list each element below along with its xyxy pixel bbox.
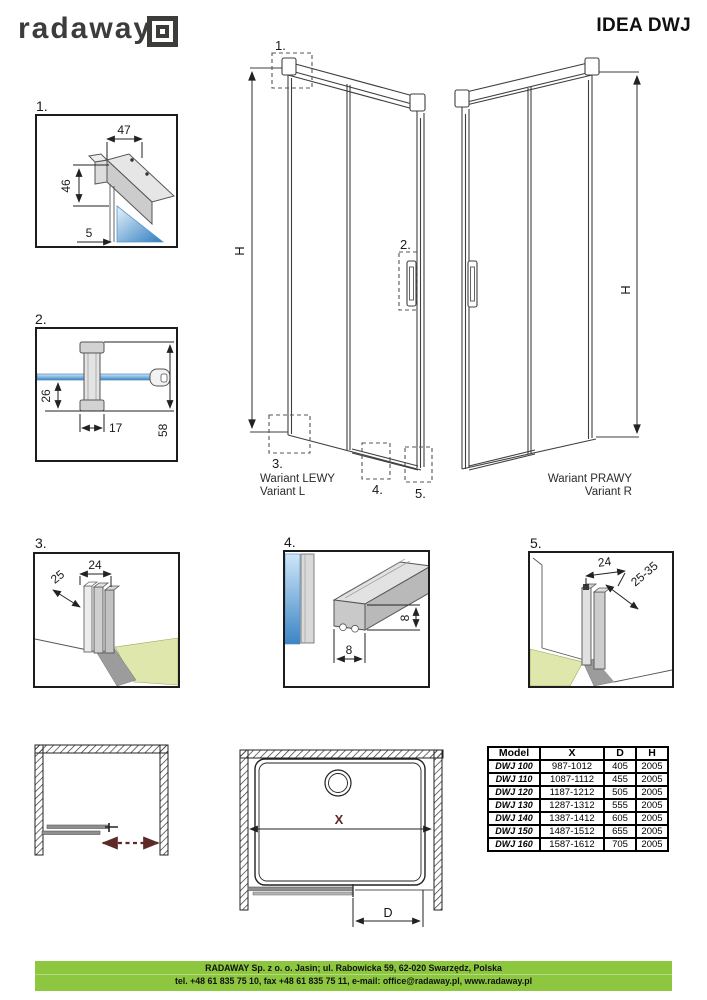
door-right-label-en: Variant R: [584, 486, 632, 498]
dim-5-label: 5: [85, 226, 93, 240]
callout-1-label: 1.: [275, 38, 286, 53]
dim-46-label: 46: [59, 179, 73, 193]
detail-2-dim-lines: [45, 342, 174, 432]
footer: [35, 961, 672, 991]
detail-box-1: [35, 114, 178, 248]
dim-8-height-label: 8: [398, 614, 412, 622]
table-row: DWJ 120 1187-1212 505 2005: [488, 786, 668, 799]
detail-box-2: [35, 327, 178, 462]
table-row: DWJ 130 1287-1312 555 2005: [488, 799, 668, 812]
door-right-height-label: H: [618, 285, 633, 295]
door-left-height-label: H: [232, 246, 247, 256]
dim-8-width-label: 8: [345, 643, 353, 657]
dim-17-label: 17: [109, 421, 123, 435]
detail-box-5: [528, 551, 674, 688]
door-left-variant-label: [260, 473, 335, 499]
plan1-fixed-panel: [42, 831, 100, 835]
size-table: [487, 746, 669, 852]
detail-number-2: 2.: [35, 311, 47, 327]
detail-number-4: 4.: [284, 534, 296, 550]
callout-4-label: 4.: [372, 482, 383, 497]
footer-address: RADAWAY Sp. z o. o. Jasin; ul. Rabowicka 59, 62-020 Swarzędz, Polska: [35, 961, 672, 975]
brand-logo-text: radaway: [18, 12, 153, 45]
callout-5-label: 5.: [415, 486, 426, 501]
dim-58-label: 58: [156, 423, 170, 437]
table-row: DWJ 100 987-1012 405 2005: [488, 760, 668, 773]
door-right-label-pl: Wariant PRAWY: [547, 473, 632, 485]
callout-3-label: 3.: [272, 456, 283, 471]
table-row: DWJ 150 1487-1512 655 2005: [488, 825, 668, 838]
detail-number-3: 3.: [35, 535, 47, 551]
plan-top-view-empty: [30, 740, 175, 860]
door-right-variant-label: [528, 473, 632, 499]
table-header: X: [540, 747, 604, 760]
detail-2-drawing: [37, 329, 176, 460]
door-right-drawing: [440, 38, 707, 510]
d-dim-label: D: [383, 906, 393, 920]
detail-box-4: [283, 550, 430, 688]
slide-stop-marker: [105, 823, 118, 832]
dim-range-label: 25-35: [628, 558, 661, 590]
table-header: D: [604, 747, 636, 760]
size-table-head-row: [488, 747, 668, 760]
footer-contact: tel. +48 61 835 75 10, fax +48 61 835 75 11, e-mail: office@radaway.pl, www.radaway.pl: [174, 976, 533, 986]
door-left-label-en: Variant L: [260, 486, 306, 498]
dim-25-label: 25: [47, 567, 68, 587]
x-dim-label: X: [334, 812, 344, 827]
plan-top-view-tray: [235, 740, 450, 935]
plan1-door-panel: [47, 825, 109, 829]
table-row: DWJ 160 1587-1612 705 2005: [488, 838, 668, 851]
brand-logo-icon: [147, 16, 178, 47]
plan1-walls: [35, 745, 168, 855]
size-table-body: [488, 760, 668, 851]
detail-box-3: [33, 552, 180, 688]
detail-5-drawing: [530, 553, 672, 686]
door-right-lines: [455, 58, 639, 470]
plan2-door-panel: [248, 887, 353, 891]
table-row: DWJ 110 1087-1112 455 2005: [488, 773, 668, 786]
detail-number-1: 1.: [36, 98, 48, 114]
door-left-label-pl: Wariant LEWY: [260, 473, 335, 485]
detail-number-5: 5.: [530, 535, 542, 551]
dim-24b-label: 24: [597, 554, 612, 570]
dim-47-label: 47: [117, 123, 131, 137]
dim-26-label: 26: [39, 389, 53, 403]
table-row: DWJ 140 1387-1412 605 2005: [488, 812, 668, 825]
detail-3-drawing: [35, 554, 178, 686]
detail-4-drawing: [285, 552, 428, 686]
page-title: IDEA DWJ: [596, 15, 691, 36]
dim-24-label: 24: [88, 558, 102, 572]
detail-1-drawing: [37, 116, 176, 246]
table-header: H: [636, 747, 668, 760]
callout-2-label: 2.: [400, 237, 411, 252]
table-header: Model: [488, 747, 540, 760]
